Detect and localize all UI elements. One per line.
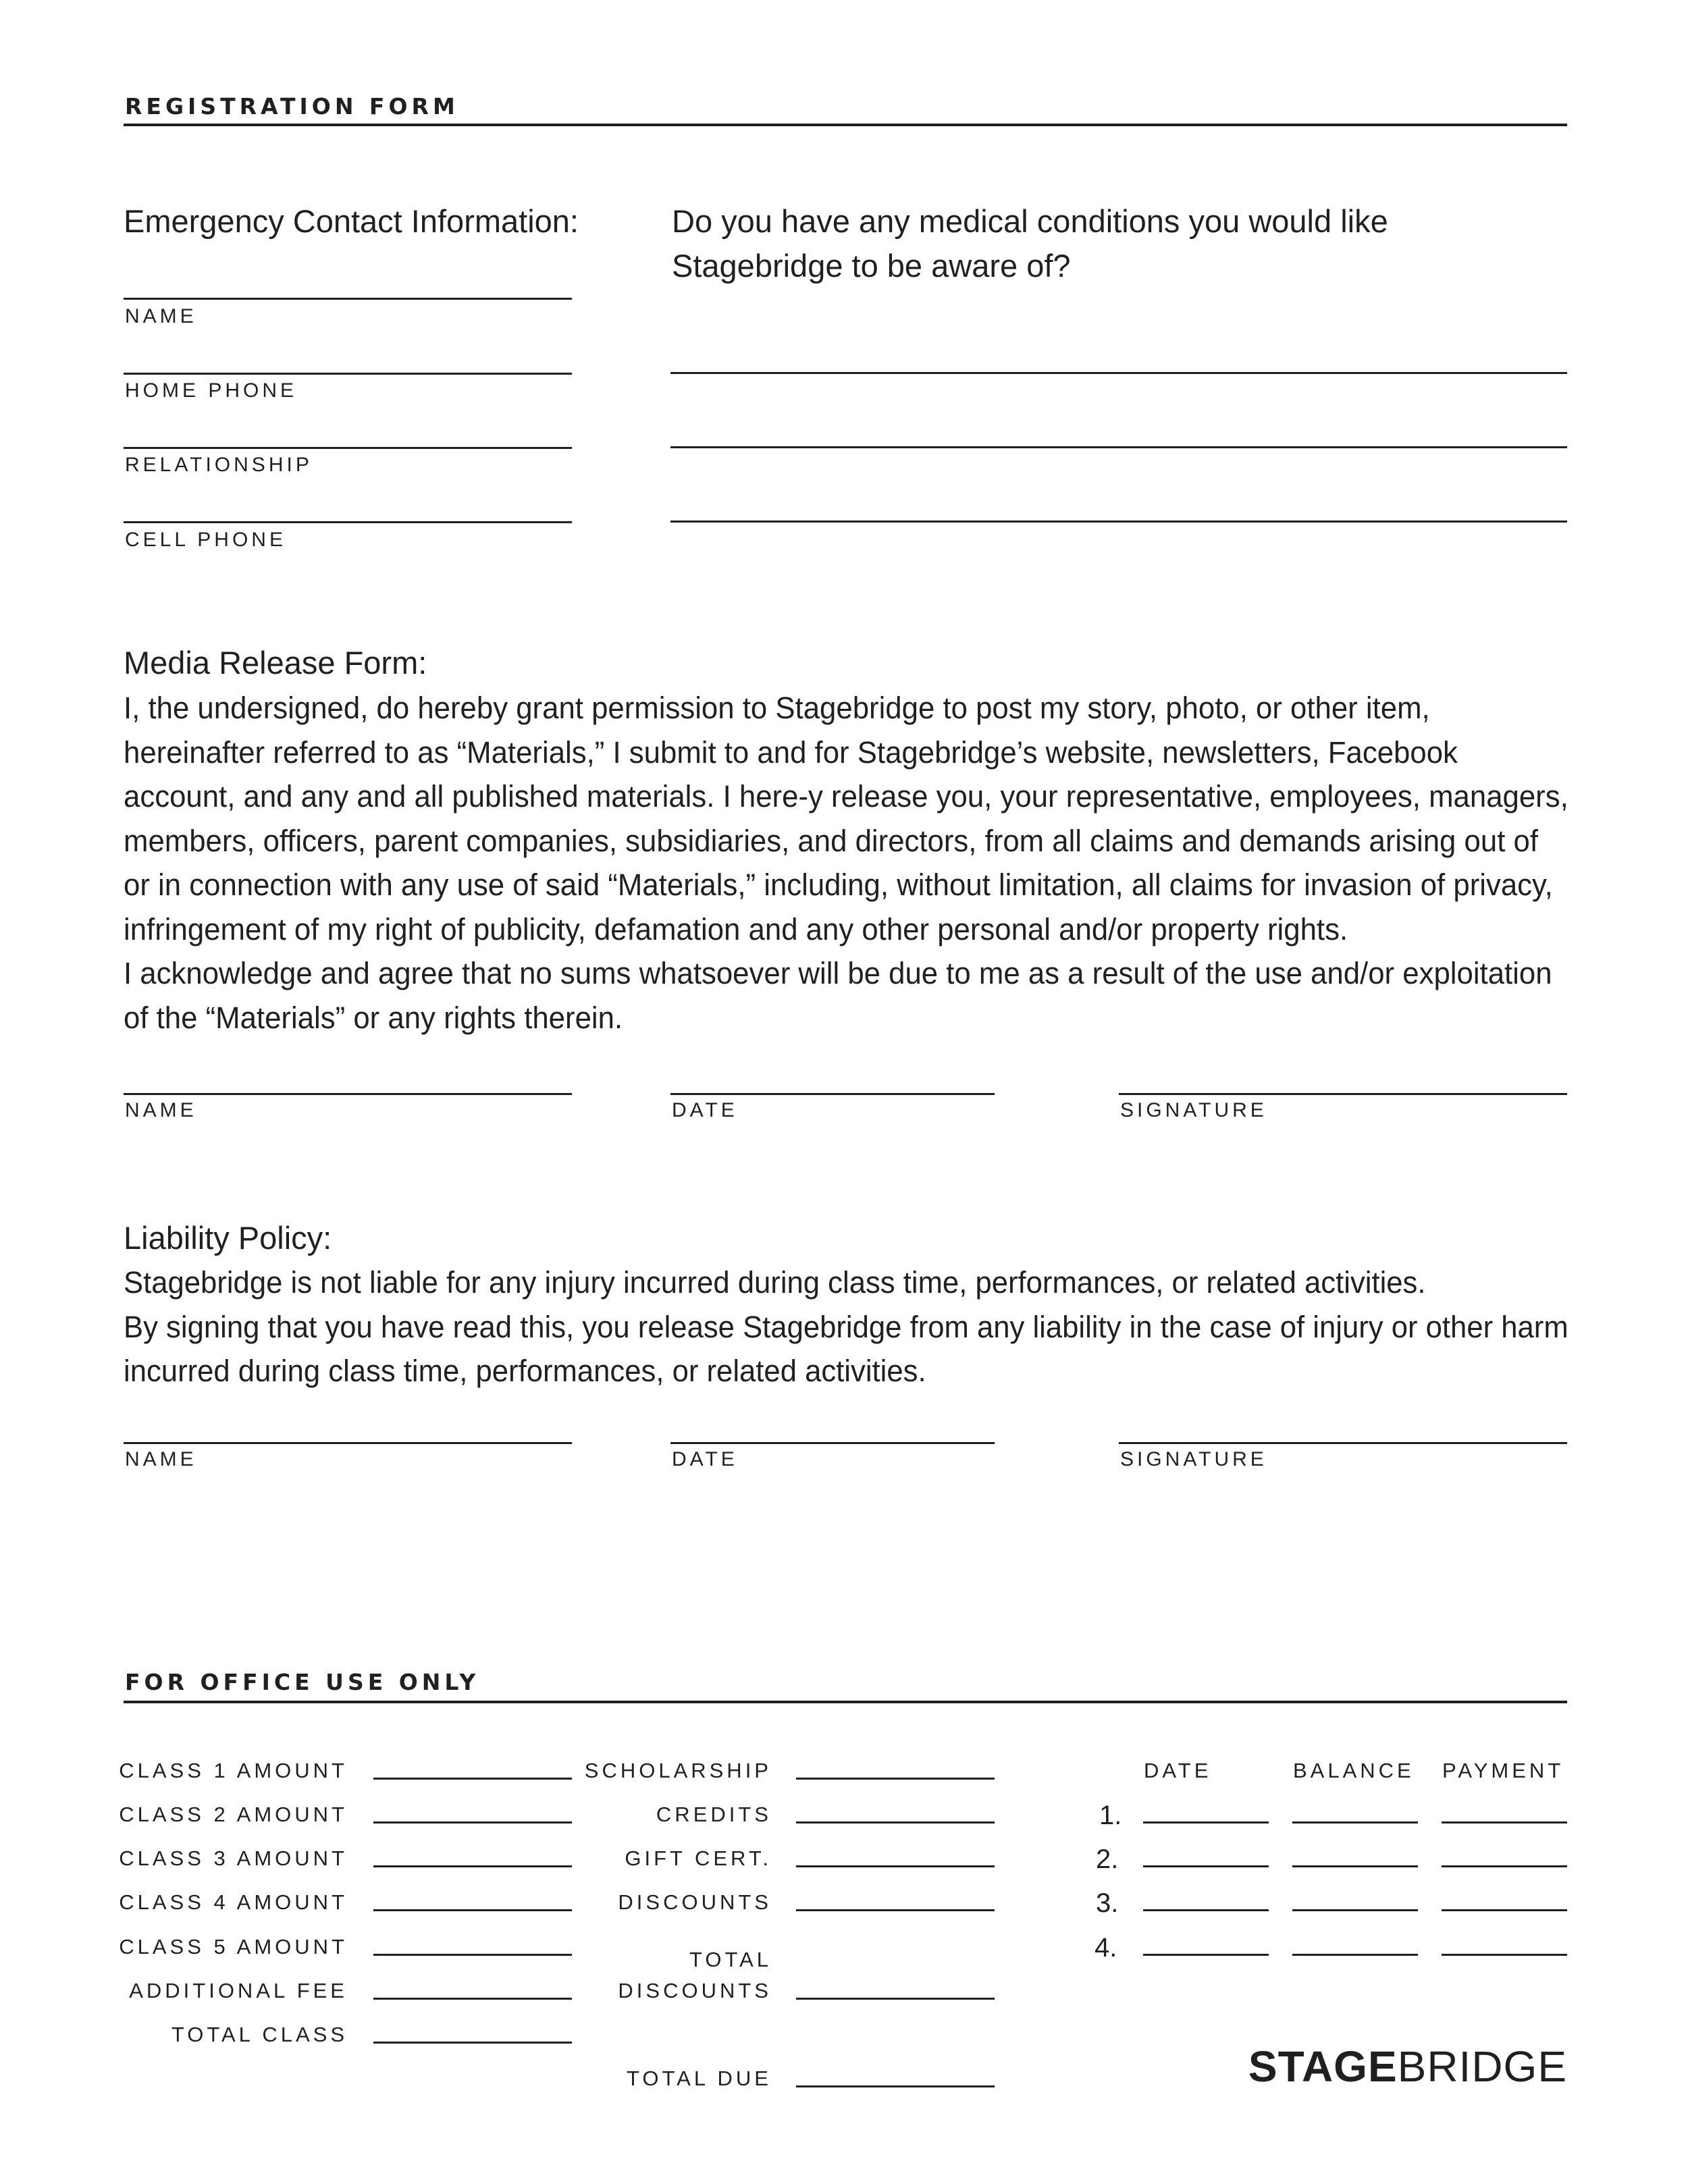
emergency-heading: Emergency Contact Information: <box>124 203 579 239</box>
liability-date-label: DATE <box>672 1448 738 1470</box>
total-discounts-label-line2: DISCOUNTS <box>618 1979 772 2002</box>
payment-balance-line[interactable] <box>1292 1821 1418 1823</box>
class-1-amount-label: CLASS 1 AMOUNT <box>119 1759 348 1782</box>
payment-row-number: 1. <box>1099 1801 1122 1830</box>
payment-amount-line[interactable] <box>1442 1954 1567 1956</box>
total-due-line[interactable] <box>796 2085 995 2087</box>
payment-row-number: 3. <box>1096 1888 1119 1918</box>
payment-row-number: 2. <box>1096 1844 1119 1874</box>
medical-answer-line[interactable] <box>670 521 1567 523</box>
liability-date-line[interactable] <box>670 1442 995 1444</box>
media-name-label: NAME <box>125 1099 197 1121</box>
payment-header-payment: PAYMENT <box>1442 1759 1564 1782</box>
media-line: account, and any and all published materials. I here-y release you, your representative, employees, managers, <box>124 779 1568 814</box>
liability-line: incurred during class time, performances, or related activities. <box>124 1354 926 1388</box>
class-1-amount-line[interactable] <box>373 1778 572 1780</box>
media-signature-line[interactable] <box>1119 1093 1567 1095</box>
emergency-cell-phone-line[interactable] <box>124 521 572 523</box>
liability-name-line[interactable] <box>124 1442 572 1444</box>
media-line: infringement of my right of publicity, defamation and any other personal and/or property rights. <box>124 911 1348 947</box>
scholarship-line[interactable] <box>796 1778 995 1780</box>
payment-header-date: DATE <box>1144 1759 1212 1782</box>
liability-heading: Liability Policy: <box>124 1220 332 1256</box>
emergency-name-line[interactable] <box>124 298 572 300</box>
emergency-home-phone-line[interactable] <box>124 373 572 375</box>
emergency-relationship-label: RELATIONSHIP <box>125 454 313 476</box>
class-4-amount-line[interactable] <box>373 1909 572 1911</box>
media-heading: Media Release Form: <box>124 645 427 681</box>
class-2-amount-line[interactable] <box>373 1821 572 1823</box>
class-3-amount-line[interactable] <box>373 1865 572 1867</box>
office-rule <box>124 1701 1567 1703</box>
gift-cert-label: GIFT CERT. <box>625 1846 772 1870</box>
discounts-label: DISCOUNTS <box>618 1890 772 1914</box>
discounts-line[interactable] <box>796 1909 995 1911</box>
credits-label: CREDITS <box>656 1803 772 1826</box>
payment-date-line[interactable] <box>1143 1954 1269 1956</box>
additional-fee-line[interactable] <box>373 1998 572 2000</box>
payment-balance-line[interactable] <box>1292 1909 1418 1911</box>
media-signature-label: SIGNATURE <box>1120 1099 1267 1121</box>
stagebridge-logo <box>1248 2042 1567 2092</box>
class-2-amount-label: CLASS 2 AMOUNT <box>119 1803 348 1826</box>
total-class-label: TOTAL CLASS <box>171 2023 348 2046</box>
class-5-amount-label: CLASS 5 AMOUNT <box>119 1935 348 1959</box>
header-rule <box>124 124 1567 126</box>
class-4-amount-label: CLASS 4 AMOUNT <box>119 1890 348 1914</box>
medical-question-line2: Stagebridge to be aware of? <box>672 248 1071 284</box>
media-name-line[interactable] <box>124 1093 572 1095</box>
liability-line: Stagebridge is not liable for any injury incurred during class time, performances, or related activities. <box>124 1265 1426 1300</box>
page-title: REGISTRATION FORM <box>125 93 459 119</box>
gift-cert-line[interactable] <box>796 1865 995 1867</box>
media-date-line[interactable] <box>670 1093 995 1095</box>
liability-name-label: NAME <box>125 1448 197 1470</box>
payment-amount-line[interactable] <box>1442 1821 1567 1823</box>
payment-header-balance: BALANCE <box>1293 1759 1415 1782</box>
media-date-label: DATE <box>672 1099 738 1121</box>
payment-amount-line[interactable] <box>1442 1865 1567 1867</box>
payment-date-line[interactable] <box>1143 1821 1269 1823</box>
payment-balance-line[interactable] <box>1292 1865 1418 1867</box>
medical-answer-line[interactable] <box>670 372 1567 374</box>
class-3-amount-label: CLASS 3 AMOUNT <box>119 1846 348 1870</box>
media-line: I acknowledge and agree that no sums whatsoever will be due to me as a result of the use and/or exploitation <box>124 956 1552 990</box>
payment-date-line[interactable] <box>1143 1909 1269 1911</box>
media-body <box>124 686 1627 1040</box>
emergency-name-label: NAME <box>125 305 197 327</box>
scholarship-label: SCHOLARSHIP <box>584 1759 772 1782</box>
payment-amount-line[interactable] <box>1442 1909 1567 1911</box>
media-line: hereinafter referred to as “Materials,” I submit to and for Stagebridge’s website, newsletters, Facebook <box>124 735 1458 770</box>
emergency-cell-phone-label: CELL PHONE <box>125 529 286 551</box>
media-line: I, the undersigned, do hereby grant permission to Stagebridge to post my story, photo, or other item, <box>124 691 1430 725</box>
payment-balance-line[interactable] <box>1292 1954 1418 1956</box>
liability-line: By signing that you have read this, you release Stagebridge from any liability in the case of injury or other harm <box>124 1309 1568 1344</box>
total-discounts-line[interactable] <box>796 1998 995 2000</box>
office-title: FOR OFFICE USE ONLY <box>125 1669 480 1695</box>
emergency-home-phone-label: HOME PHONE <box>125 379 298 402</box>
medical-question-line1: Do you have any medical conditions you would like <box>672 203 1388 239</box>
liability-signature-label: SIGNATURE <box>1120 1448 1267 1470</box>
liability-body <box>124 1260 1630 1393</box>
medical-answer-line[interactable] <box>670 446 1567 448</box>
media-line: of the “Materials” or any rights therein. <box>124 1000 623 1035</box>
logo-part-stage: STAGE <box>1248 2042 1398 2091</box>
media-line: members, officers, parent companies, subsidiaries, and directors, from all claims and demands arising out of <box>124 823 1538 858</box>
payment-row-number: 4. <box>1094 1933 1117 1963</box>
total-due-label: TOTAL DUE <box>627 2067 772 2090</box>
payment-date-line[interactable] <box>1143 1865 1269 1867</box>
additional-fee-label: ADDITIONAL FEE <box>129 1979 348 2002</box>
total-class-line[interactable] <box>373 2042 572 2044</box>
logo-part-bridge: BRIDGE <box>1397 2042 1567 2091</box>
media-line: or in connection with any use of said “Materials,” including, without limitation, all claims for invasion of privacy, <box>124 868 1553 902</box>
emergency-relationship-line[interactable] <box>124 447 572 449</box>
class-5-amount-line[interactable] <box>373 1954 572 1956</box>
total-discounts-label-line1: TOTAL <box>689 1948 772 1971</box>
liability-signature-line[interactable] <box>1119 1442 1567 1444</box>
credits-line[interactable] <box>796 1821 995 1823</box>
